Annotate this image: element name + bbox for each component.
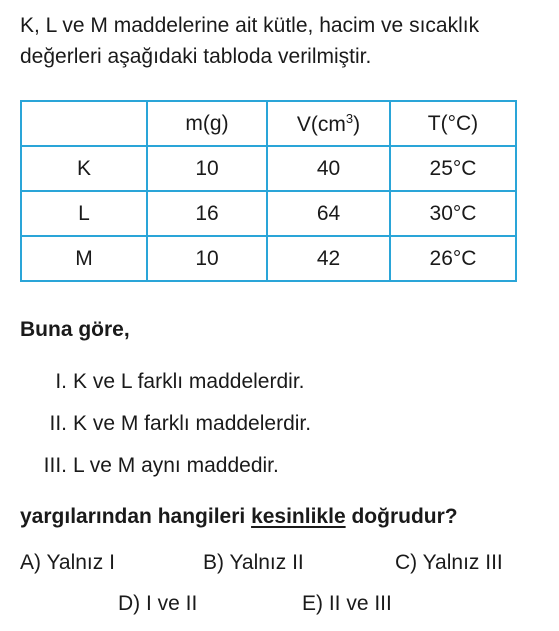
header-volume [267,101,390,146]
header-blank [21,101,147,146]
row-name: M [21,236,147,281]
question-text [20,505,458,529]
row-name: K [21,146,147,191]
header-mass: m(g) [147,101,267,146]
statement-number: I. [55,370,67,393]
header-volume-exponent: 3 [345,110,354,126]
row-mass: 10 [147,236,267,281]
data-table [20,100,517,282]
table-row [21,191,516,236]
statement-text: K ve L farklı maddelerdir. [73,370,305,393]
row-volume: 64 [267,191,390,236]
row-mass: 10 [147,146,267,191]
row-temperature: 25°C [390,146,516,191]
header-temperature: T(°C) [390,101,516,146]
option-a[interactable]: A) Yalnız I [20,551,115,574]
lead-text: Buna göre, [20,318,130,341]
option-d[interactable]: D) I ve II [118,592,198,615]
statement-item [20,410,311,452]
statement-number: II. [49,412,67,435]
row-volume: 40 [267,146,390,191]
table-header-row [21,101,516,146]
table-row [21,236,516,281]
statement-text: L ve M aynı maddedir. [73,454,279,477]
statement-number: III. [43,454,67,477]
header-volume-close: ) [353,112,361,136]
statement-list [20,368,311,494]
row-temperature: 26°C [390,236,516,281]
question-emphasis: kesinlikle [251,505,346,528]
statement-text: K ve M farklı maddelerdir. [73,412,312,435]
intro-text: K, L ve M maddelerine ait kütle, hacim ve sıcaklık değerleri aşağıdaki tabloda verilmiştir. [20,14,480,68]
row-volume: 42 [267,236,390,281]
table-row [21,146,516,191]
option-b[interactable]: B) Yalnız II [203,551,304,574]
header-volume-base: V(cm [296,112,346,136]
option-c[interactable]: C) Yalnız III [395,551,503,574]
option-e[interactable]: E) II ve III [302,592,392,615]
row-mass: 16 [147,191,267,236]
row-name: L [21,191,147,236]
statement-item [20,368,311,410]
question-before: yargılarından hangileri [20,505,252,528]
row-temperature: 30°C [390,191,516,236]
statement-item [20,452,311,494]
question-after: doğrudur? [345,505,458,528]
